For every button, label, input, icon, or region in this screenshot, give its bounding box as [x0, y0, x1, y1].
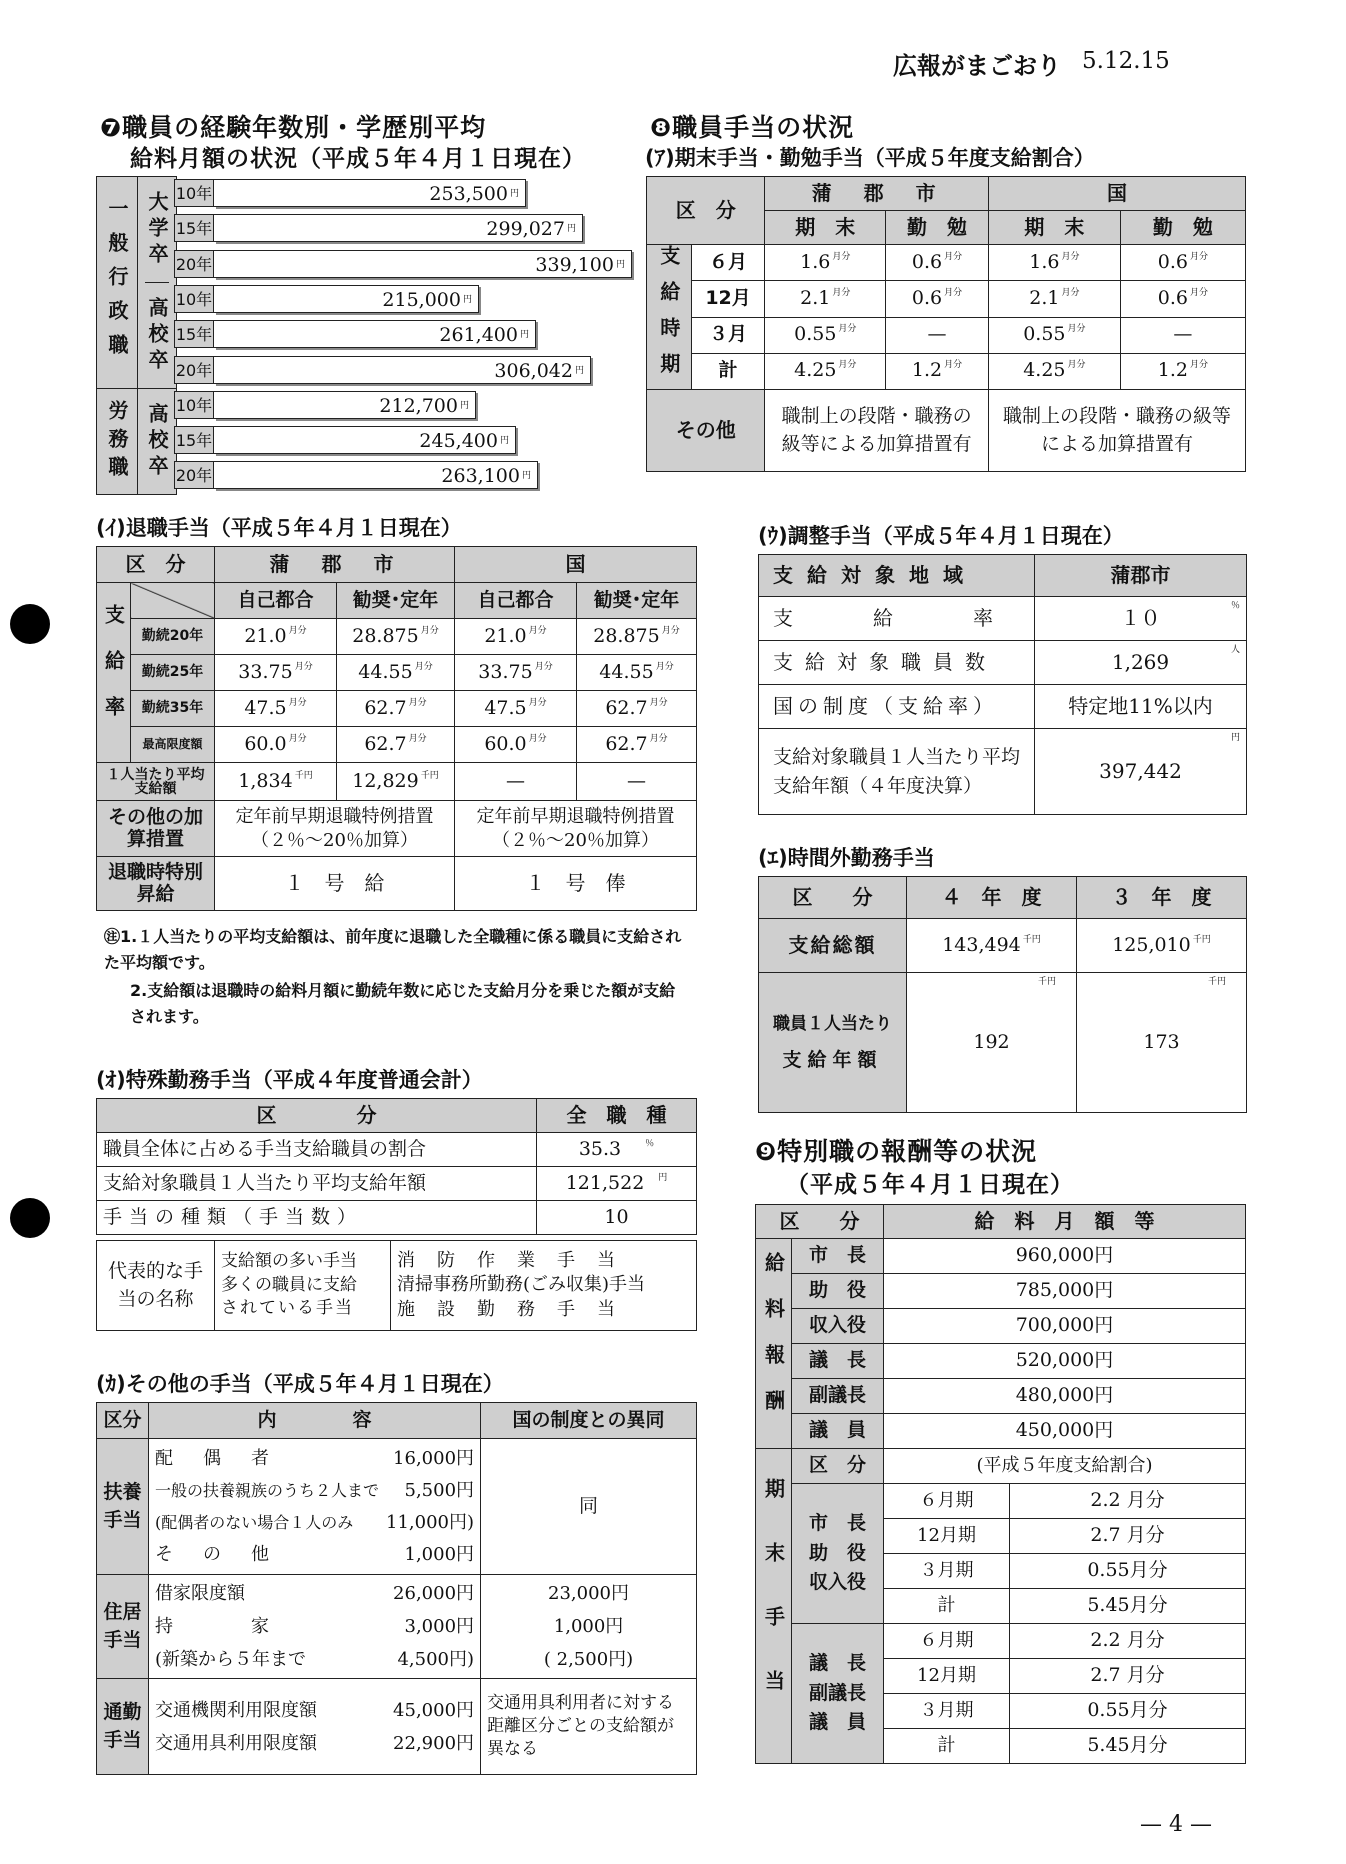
salary-value: 215,000	[382, 289, 461, 311]
s9-bonus-period: 12月期	[884, 1659, 1010, 1694]
i-avg-unit: 千円	[294, 770, 313, 781]
i-cell: 21.0	[244, 624, 287, 647]
a-h-kubun: 区 分	[647, 177, 765, 245]
a-cell: 1.2	[1157, 359, 1188, 382]
i-cell: 62.7	[605, 732, 648, 755]
ka-jukyo-amount: 26,000円	[393, 1583, 475, 1604]
i-unit: 月分	[528, 733, 547, 744]
i-cell: 62.7	[364, 696, 407, 719]
s8ka-title: (ｶ)その他の手当（平成５年４月１日現在）	[96, 1372, 504, 1396]
o-rep-left-line: 多くの職員に支給	[221, 1274, 357, 1295]
s9-bonus-period: ６月期	[884, 1624, 1010, 1659]
s9-bonus-kubun: 区 分	[792, 1449, 884, 1484]
i-note-2: 2.支給額は退職時の給料月額に勤続年数に応じた支給月分を乗じた額が支給されます。	[130, 981, 676, 1026]
special-duty-table	[96, 1098, 697, 1331]
salary-bar	[214, 356, 591, 384]
s8u-title: (ｳ)調整手当（平成５年４月１日現在）	[758, 524, 1124, 548]
i-h-jiko: 自己都合	[455, 583, 577, 619]
i-cell: 62.7	[605, 696, 648, 719]
ka-h-naiyo: 内 容	[149, 1403, 481, 1439]
s9-pay-value: 700,000円	[884, 1309, 1246, 1344]
i-unit: 月分	[528, 625, 547, 636]
s9-group2-role: 議 員	[808, 1711, 866, 1734]
e-h-y3: ３ 年 度	[1077, 877, 1247, 919]
s9-pay-value: 520,000円	[884, 1344, 1246, 1379]
i-avg-cell: 1,834	[238, 769, 293, 792]
i-cell: 60.0	[244, 732, 287, 755]
e-h-kubun: 区 分	[759, 877, 907, 919]
a-unit: 月分	[838, 360, 857, 371]
ka-jukyo-kuni: ( 2,500円)	[543, 1649, 634, 1670]
i-side-label: 支給率	[97, 583, 131, 763]
e-cell: 143,494	[942, 933, 1021, 956]
salary-value: 299,027	[486, 218, 565, 240]
a-h-kinben-kuni: 勤 勉	[1120, 211, 1245, 245]
a-unit: 月分	[944, 360, 963, 371]
group-general-admin: 一般行政職	[97, 177, 138, 389]
u-cell: 特定地11%以内	[1035, 685, 1247, 729]
s8-title: ❽職員手当の状況	[650, 113, 855, 142]
ka-fuyo-amount: 11,000円)	[386, 1511, 475, 1533]
a-unit: 月分	[1190, 251, 1209, 262]
i-unit: 月分	[649, 733, 668, 744]
i-cell: 44.55	[358, 660, 413, 683]
salary-unit: 円	[574, 366, 584, 376]
salary-unit: 円	[462, 295, 472, 305]
a-unit: 月分	[832, 287, 851, 298]
a-side-label: 支給時期	[647, 245, 692, 390]
u-unit: 円	[1230, 733, 1240, 743]
s8a-title: (ｱ)期末手当・勤勉手当（平成５年度支給割合）	[645, 146, 1095, 170]
ka-fuyo-amount: 1,000円	[404, 1543, 475, 1565]
i-unit: 月分	[408, 733, 427, 744]
e-h-y4: ４ 年 度	[907, 877, 1077, 919]
s8o-title: (ｵ)特殊勤務手当（平成４年度普通会計）	[96, 1068, 483, 1092]
s9-pay-role: 助 役	[792, 1274, 884, 1309]
s9-pay-value: 785,000円	[884, 1274, 1246, 1309]
a-cell: —	[1120, 317, 1245, 353]
e-unit: 千円	[1192, 934, 1211, 945]
e-cell: 125,010	[1112, 933, 1191, 956]
i-unit: 月分	[288, 697, 307, 708]
a-cell: 1.2	[911, 359, 943, 382]
i-cell: 28.875	[593, 624, 660, 647]
i-spec-kuni: １ 号 俸	[455, 857, 697, 911]
i-cell: 33.75	[238, 660, 293, 683]
i-unit: 月分	[420, 625, 439, 636]
s9-title-2: （平成５年４月１日現在）	[786, 1172, 1074, 1198]
edu-univ: 大学卒	[145, 177, 169, 283]
s9-bonus-period: ３月期	[884, 1554, 1010, 1589]
s9-bonus-value: 5.45月分	[1010, 1589, 1246, 1624]
s9-bonus-header: (平成５年度支給割合)	[884, 1449, 1246, 1484]
a-cell: 0.6	[911, 286, 943, 309]
s9-bonus-value: 2.7 月分	[1010, 1659, 1246, 1694]
a-cell: 0.6	[911, 250, 943, 273]
a-unit: 月分	[1190, 287, 1209, 298]
bonus-table	[646, 176, 1246, 472]
salary-years-label: 15年	[174, 426, 214, 454]
i-unit: 月分	[534, 661, 553, 672]
i-spec-city: １ 号 給	[215, 857, 455, 911]
i-cell: 47.5	[484, 696, 527, 719]
s9-group2-role: 議 長	[808, 1652, 866, 1675]
e-per-label: 支給年額	[782, 1048, 883, 1071]
salary-years-label: 15年	[174, 214, 214, 242]
i-diagonal	[131, 583, 215, 619]
a-h-kuni: 国	[988, 177, 1245, 211]
u-cell: 1,269	[1111, 650, 1170, 674]
salary-unit: 円	[615, 260, 625, 270]
i-unit: 月分	[414, 661, 433, 672]
publication-date: 5.12.15	[1082, 48, 1170, 74]
salary-bar	[214, 426, 516, 454]
adjustment-table	[758, 554, 1247, 815]
e-total-label: 支給総額	[759, 919, 907, 973]
i-h-kubun: 区 分	[97, 547, 215, 583]
i-other-city: 定年前早期退職特例措置（２％～20％加算）	[215, 801, 455, 857]
s8e-title: (ｴ)時間外勤務手当	[758, 846, 935, 870]
i-unit: 月分	[528, 697, 547, 708]
i-h-kansho: 勧奨･定年	[577, 583, 697, 619]
s9-pay-value: 480,000円	[884, 1379, 1246, 1414]
a-h-city: 蒲 郡 市	[765, 177, 989, 211]
ka-fuyo-name: (配偶者のない場合１人のみ	[155, 1512, 354, 1532]
s9-pay-role: 市 長	[792, 1239, 884, 1274]
salary-bar	[214, 214, 583, 242]
ka-tsukin-amount: 45,000円	[393, 1699, 475, 1721]
salary-value: 339,100	[535, 254, 614, 276]
page-number: — 4 —	[1140, 1812, 1212, 1837]
a-cell: —	[886, 317, 989, 353]
a-unit: 月分	[1061, 251, 1080, 262]
a-cell: 4.25	[1023, 359, 1066, 382]
ka-tsukin-name: 交通用具利用限度額	[155, 1732, 317, 1754]
i-h-city: 蒲 郡 市	[215, 547, 455, 583]
s7-title-1: ❼職員の経験年数別・学歴別平均	[100, 113, 487, 142]
e-cell: 192	[973, 1030, 1010, 1053]
u-unit: 人	[1230, 645, 1240, 655]
s9-group1-role: 市 長	[808, 1512, 866, 1535]
s9-bonus-period: 計	[884, 1729, 1010, 1764]
ka-tsukin-name: 交通機関利用限度額	[155, 1699, 317, 1721]
i-avg-cell: —	[455, 763, 577, 801]
s9-bonus-value: 2.2 月分	[1010, 1484, 1246, 1519]
s9-pay-value: 450,000円	[884, 1414, 1246, 1449]
ka-fuyo-label: 扶養手当	[97, 1439, 149, 1575]
ka-fuyo-amount: 16,000円	[393, 1447, 475, 1469]
a-cell: 0.6	[1157, 250, 1188, 273]
i-unit: 月分	[288, 733, 307, 744]
ka-h-diff: 国の制度との異同	[481, 1403, 697, 1439]
publication-name: 広報がまごおり	[893, 52, 1061, 80]
s9-group1-role: 収入役	[808, 1571, 866, 1594]
salary-bar	[214, 320, 536, 348]
s9-group2-role: 副議長	[808, 1681, 866, 1704]
a-cell: 2.1	[1029, 286, 1060, 309]
i-avg-label: １人当たり平均支給額	[97, 763, 215, 801]
a-unit: 月分	[1061, 287, 1080, 298]
i-row-label: 勤続35年	[131, 691, 215, 727]
ka-fuyo-name: 配 偶 者	[155, 1447, 275, 1469]
e-per-label: 職員１人当たり	[773, 1013, 892, 1034]
s9-bonus-value: 5.45月分	[1010, 1729, 1246, 1764]
salary-unit: 円	[566, 224, 576, 234]
edu-high: 高校卒	[145, 296, 169, 375]
i-row-label: 勤続25年	[131, 655, 215, 691]
i-spec-label: 退職時特別昇給	[97, 857, 215, 911]
a-row-label: ６月	[691, 245, 765, 281]
a-row-label: 12月	[691, 281, 765, 317]
o-cell: 35.3	[578, 1137, 622, 1160]
a-other-city: 職制上の段階・職務の級等による加算措置有	[765, 390, 989, 472]
a-unit: 月分	[1067, 324, 1086, 335]
special-staff-table	[755, 1204, 1246, 1764]
salary-unit: 円	[499, 436, 509, 446]
o-unit: ％	[645, 1138, 655, 1149]
a-other-label: その他	[647, 390, 765, 472]
a-cell: 4.25	[794, 359, 837, 382]
o-row-label: 支給対象職員１人当たり平均支給年額	[97, 1167, 537, 1201]
s8i-title: (ｲ)退職手当（平成５年４月１日現在）	[96, 516, 462, 540]
ka-h-kubun: 区分	[97, 1403, 149, 1439]
i-cell: 62.7	[364, 732, 407, 755]
group-labor: 労務職	[97, 389, 138, 495]
a-unit: 月分	[838, 324, 857, 335]
a-unit: 月分	[944, 251, 963, 262]
salary-years-label: 15年	[174, 320, 214, 348]
i-unit: 月分	[288, 625, 307, 636]
u-row-label: 支 給 率	[759, 597, 1035, 641]
salary-value: 306,042	[494, 360, 573, 382]
i-h-kuni: 国	[455, 547, 697, 583]
o-cell: 10	[537, 1201, 697, 1235]
punch-hole-bottom	[10, 1198, 50, 1238]
o-rep-right-line: 施設勤務手当	[397, 1298, 637, 1320]
i-unit: 月分	[294, 661, 313, 672]
salary-value: 263,100	[441, 465, 520, 487]
o-row-label: 手当の種類（手当数）	[97, 1201, 537, 1235]
a-h-kimatsu-kuni: 期 末	[988, 211, 1120, 245]
u-cell: １０	[1120, 606, 1161, 630]
i-unit: 月分	[649, 697, 668, 708]
u-unit: ％	[1230, 601, 1240, 611]
s7-title-2: 給料月額の状況（平成５年４月１日現在）	[130, 146, 586, 172]
ka-tsukin-label: 通勤手当	[97, 1679, 149, 1775]
punch-hole-top	[10, 604, 50, 644]
ka-jukyo-amount: 3,000円	[404, 1616, 475, 1637]
i-cell: 21.0	[484, 624, 527, 647]
salary-years-label: 20年	[174, 461, 214, 489]
s9-bonus-value: 2.7 月分	[1010, 1519, 1246, 1554]
ka-fuyo-diff: 同	[481, 1439, 697, 1575]
u-h-city: 蒲郡市	[1035, 555, 1247, 597]
salary-years-label: 10年	[174, 179, 214, 207]
s9-pay-role: 収入役	[792, 1309, 884, 1344]
i-h-kansho: 勧奨･定年	[337, 583, 455, 619]
e-unit: 千円	[1207, 977, 1226, 987]
s9-h-kubun: 区 分	[756, 1205, 884, 1239]
salary-years-label: 20年	[174, 356, 214, 384]
s9-h-amount: 給 料 月 額 等	[884, 1205, 1246, 1239]
o-cell: 121,522	[565, 1171, 645, 1194]
i-avg-unit: 千円	[420, 770, 439, 781]
i-avg-cell: 12,829	[352, 769, 419, 792]
a-unit: 月分	[944, 287, 963, 298]
salary-unit: 円	[519, 330, 529, 340]
salary-chart	[96, 176, 636, 496]
overtime-table	[758, 876, 1247, 1113]
salary-value: 245,400	[419, 430, 498, 452]
a-unit: 月分	[832, 251, 851, 262]
o-h-kubun: 区 分	[97, 1099, 537, 1133]
s9-bonus-period: ６月期	[884, 1484, 1010, 1519]
salary-bar	[214, 250, 632, 278]
a-other-kuni: 職制上の段階・職務の級等による加算措置有	[988, 390, 1245, 472]
e-unit: 千円	[1037, 977, 1056, 987]
e-cell: 173	[1143, 1030, 1180, 1053]
o-rep-right-line: 消防作業手当	[397, 1250, 637, 1272]
salary-bar	[214, 179, 526, 207]
ka-jukyo-kuni: 23,000円	[548, 1583, 630, 1604]
s9-pay-role: 議 長	[792, 1344, 884, 1379]
a-unit: 月分	[1067, 360, 1086, 371]
edu-high-labor: 高校卒	[138, 389, 177, 495]
a-cell: 0.55	[1023, 323, 1066, 346]
o-rep-right-line: 清掃事務所勤務(ごみ収集)手当	[397, 1274, 646, 1296]
salary-years-label: 10年	[174, 391, 214, 419]
u-h-area: 支給対象地域	[759, 555, 1035, 597]
s9-group1-role: 助 役	[808, 1541, 866, 1564]
u-row-label: 支給対象職員１人当たり平均支給年額（４年度決算）	[759, 729, 1035, 815]
u-row-label: 支給対象職員数	[759, 641, 1035, 685]
o-rep-left-line: 支給額の多い手当	[221, 1250, 357, 1271]
i-cell: 28.875	[352, 624, 419, 647]
o-rep-label: 代表的な手当の名称	[97, 1241, 215, 1331]
ka-jukyo-name: 借家限度額	[155, 1583, 245, 1604]
other-allowance-table	[96, 1402, 697, 1775]
s9-title-1: ❾特別職の報酬等の状況	[755, 1137, 1038, 1166]
a-cell: 1.6	[1029, 250, 1060, 273]
i-cell: 60.0	[484, 732, 527, 755]
s9-pay-value: 960,000円	[884, 1239, 1246, 1274]
ka-jukyo-name: (新築から５年まで	[155, 1649, 307, 1670]
o-h-all: 全 職 種	[537, 1099, 697, 1133]
salary-bar	[214, 285, 479, 313]
ka-fuyo-name: 一般の扶養親族のうち２人まで	[155, 1480, 380, 1500]
s9-bonus-value: 0.55月分	[1010, 1554, 1246, 1589]
s9-bonus-label: 期末手当	[756, 1449, 792, 1764]
salary-value: 261,400	[439, 324, 518, 346]
o-row-label: 職員全体に占める手当支給職員の割合	[97, 1133, 537, 1167]
a-row-label: ３月	[691, 317, 765, 353]
ka-jukyo-amount: 4,500円)	[397, 1649, 475, 1670]
s9-bonus-period: 12月期	[884, 1519, 1010, 1554]
salary-unit: 円	[521, 471, 531, 481]
s9-pay-role: 議 員	[792, 1414, 884, 1449]
i-note-1: ㊟1.１人当たりの平均支給額は、前年度に退職した全職種に係る職員に支給された平均額です。	[104, 927, 682, 972]
i-cell: 44.55	[599, 660, 654, 683]
s9-bonus-value: 0.55月分	[1010, 1694, 1246, 1729]
u-row-label: 国の制度（支給率）	[759, 685, 1035, 729]
salary-unit: 円	[459, 401, 469, 411]
salary-value: 212,700	[379, 395, 458, 417]
u-cell: 397,442	[1099, 759, 1182, 783]
salary-bar	[214, 391, 476, 419]
salary-years-label: 20年	[174, 250, 214, 278]
e-unit: 千円	[1022, 934, 1041, 945]
i-cell: 47.5	[244, 696, 287, 719]
s9-pay-role: 副議長	[792, 1379, 884, 1414]
s9-bonus-value: 2.2 月分	[1010, 1624, 1246, 1659]
s9-bonus-period: ３月期	[884, 1694, 1010, 1729]
a-row-label: 計	[691, 353, 765, 389]
i-h-jiko: 自己都合	[215, 583, 337, 619]
ka-fuyo-amount: 5,500円	[404, 1479, 475, 1501]
salary-value: 253,500	[429, 183, 508, 205]
ka-jukyo-name: 持 家	[155, 1616, 275, 1637]
i-avg-cell: —	[577, 763, 697, 801]
ka-tsukin-diff: 交通用具利用者に対する距離区分ごとの支給額が異なる	[481, 1679, 697, 1775]
i-row-label: 最高限度額	[131, 727, 215, 763]
salary-unit: 円	[509, 189, 519, 199]
ka-jukyo-kuni: 1,000円	[553, 1616, 624, 1637]
o-unit: 円	[658, 1172, 668, 1183]
salary-bar	[214, 461, 538, 489]
i-other-kuni: 定年前早期退職特例措置（２％～20％加算）	[455, 801, 697, 857]
salary-years-label: 10年	[174, 285, 214, 313]
i-cell: 33.75	[478, 660, 533, 683]
i-unit: 月分	[655, 661, 674, 672]
ka-fuyo-name: そ の 他	[155, 1543, 275, 1565]
retirement-table	[96, 546, 697, 911]
a-cell: 2.1	[800, 286, 831, 309]
i-row-label: 勤続20年	[131, 619, 215, 655]
a-h-kimatsu-city: 期 末	[765, 211, 886, 245]
s9-bonus-period: 計	[884, 1589, 1010, 1624]
ka-tsukin-amount: 22,900円	[393, 1732, 475, 1754]
a-cell: 0.55	[794, 323, 837, 346]
ka-jukyo-label: 住居手当	[97, 1575, 149, 1679]
s9-pay-label: 給料報酬	[756, 1239, 792, 1449]
i-unit: 月分	[408, 697, 427, 708]
a-cell: 0.6	[1157, 286, 1188, 309]
i-unit: 月分	[661, 625, 680, 636]
a-unit: 月分	[1190, 360, 1209, 371]
a-cell: 1.6	[800, 250, 831, 273]
o-rep-left-line: されている手当	[221, 1298, 354, 1319]
a-h-kinben-city: 勤 勉	[886, 211, 989, 245]
i-other-label: その他の加算措置	[97, 801, 215, 857]
